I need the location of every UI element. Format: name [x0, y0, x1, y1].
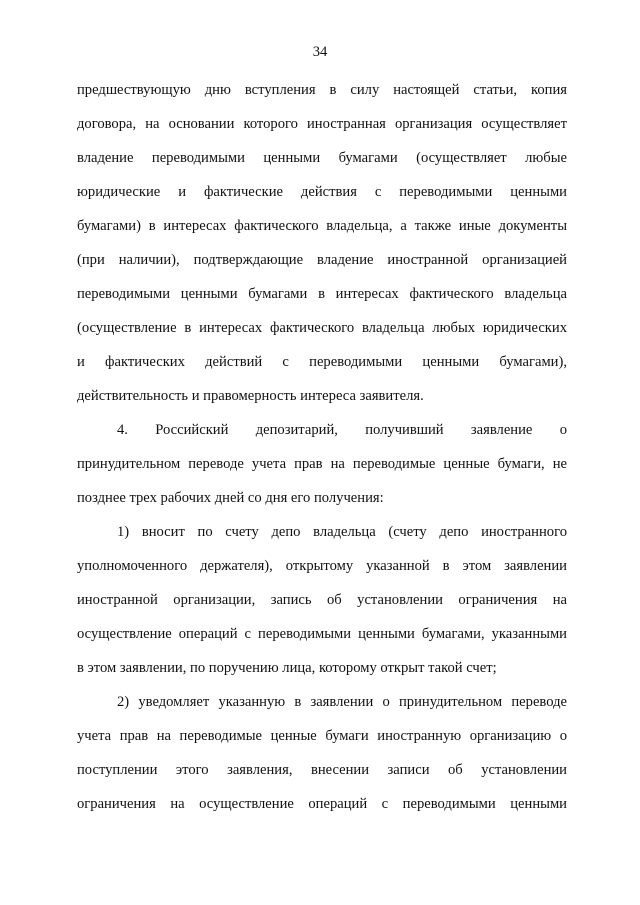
text-line: осуществление операций с переводимыми ценными бумагами, указанными: [77, 626, 567, 642]
text-line: иностранной организации, запись об установлении ограничения на: [77, 592, 567, 608]
text-line: 1) вносит по счету депо владельца (счету депо иностранного: [117, 524, 567, 540]
page-number: 34: [312, 44, 328, 60]
text-line: (при наличии), подтверждающие владение иностранной организацией: [77, 252, 567, 268]
text-line: в этом заявлении, по поручению лица, которому открыт такой счет;: [77, 660, 497, 676]
text-line: переводимыми ценными бумагами в интересах фактического владельца: [77, 286, 567, 302]
text-line: 2) уведомляет указанную в заявлении о принудительном переводе: [117, 694, 567, 710]
text-line: уполномоченного держателя), открытому указанной в этом заявлении: [77, 558, 567, 574]
text-line: (осуществление в интересах фактического владельца любых юридических: [77, 320, 567, 336]
text-line: юридические и фактические действия с переводимыми ценными: [77, 184, 567, 200]
text-line: 4. Российский депозитарий, получивший заявление о: [117, 422, 567, 438]
text-line: предшествующую дню вступления в силу настоящей статьи, копия: [77, 82, 567, 98]
text-line: учета прав на переводимые ценные бумаги иностранную организацию о: [77, 728, 567, 744]
text-line: ограничения на осуществление операций с переводимыми ценными: [77, 796, 567, 812]
text-line: действительность и правомерность интереса заявителя.: [77, 388, 424, 404]
text-line: владение переводимыми ценными бумагами (осуществляет любые: [77, 150, 567, 166]
text-line: договора, на основании которого иностранная организация осуществляет: [77, 116, 567, 132]
text-line: поступлении этого заявления, внесении записи об установлении: [77, 762, 567, 778]
text-line: принудительном переводе учета прав на переводимые ценные бумаги, не: [77, 456, 567, 472]
text-line: позднее трех рабочих дней со дня его получения:: [77, 490, 384, 506]
text-line: и фактических действий с переводимыми ценными бумагами),: [77, 354, 567, 370]
text-line: бумагами) в интересах фактического владельца, а также иные документы: [77, 218, 567, 234]
